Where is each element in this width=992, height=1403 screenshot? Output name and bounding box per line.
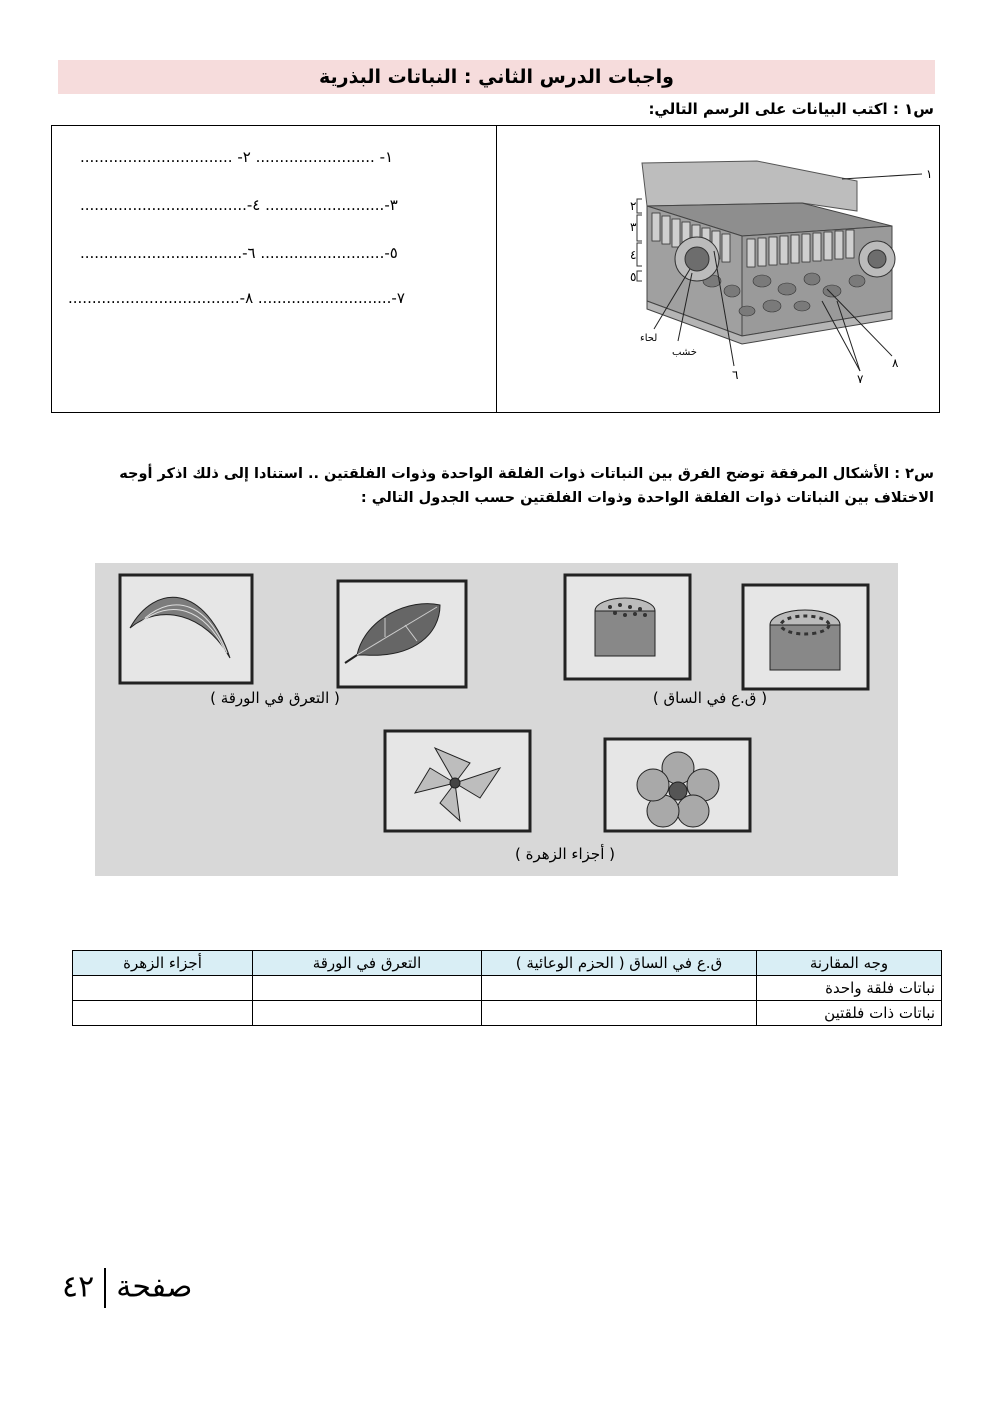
cell-dicot-flower[interactable] [73, 1001, 253, 1026]
question-2-line-1: س٢ : الأشكال المرفقة توضح الفرق بين النباتات ذوات الفلقة الواحدة وذوات الفلقتين .. استنادا إلى ذلك اذكر أوجه [119, 466, 934, 482]
cuticle-layer [642, 161, 857, 211]
header-stem-bundles: ق.ع في الساق ( الحزم الوعائية ) [482, 951, 757, 976]
caption-leaf-venation: ( التعرق في الورقة ) [210, 689, 340, 707]
box-divider [496, 126, 497, 412]
cell-monocot-stem[interactable] [482, 976, 757, 1001]
monocot-stem-body [595, 611, 655, 656]
row-label-monocot: نباتات فلقة واحدة [757, 976, 942, 1001]
label-2: ٢ [630, 199, 637, 213]
row-label-dicot: نباتات ذات فلقتين [757, 1001, 942, 1026]
cell-dicot-stem[interactable] [482, 1001, 757, 1026]
label-7: ٧ [857, 372, 864, 386]
table-row [73, 1001, 942, 1026]
header-flower-parts: أجزاء الزهرة [73, 951, 253, 976]
answer-line-1[interactable]: ١- ......................... ٢- ................................ [80, 148, 394, 166]
comparison-figure [95, 563, 898, 876]
comparison-table [72, 950, 942, 1026]
page-title: واجبات الدرس الثاني : النباتات البذرية [58, 60, 935, 94]
question-2-line-2: الاختلاف بين النباتات ذوات الفلقة الواحدة وذوات الفلقتين حسب الجدول التالي : [360, 490, 934, 506]
label-xylem: خشب [672, 347, 697, 358]
label-8: ٨ [892, 356, 899, 370]
footer-label: صفحة [116, 1269, 193, 1305]
dicot-stem-body [770, 625, 840, 670]
question-1-box [51, 125, 940, 413]
answer-line-3[interactable]: ٥-.......................... ٦-.................................. [80, 244, 398, 262]
page-footer [62, 1268, 192, 1308]
label-6: ٦ [732, 368, 739, 382]
answer-line-2[interactable]: ٣-......................... ٤-................................... [80, 196, 398, 214]
vascular-bundle-core [685, 247, 709, 271]
leaf-cross-section-diagram [502, 131, 937, 406]
vascular-bundle-right-core [868, 250, 886, 268]
header-leaf-venation: التعرق في الورقة [253, 951, 482, 976]
footer-separator [104, 1268, 106, 1308]
monocot-leaf-frame [120, 575, 252, 683]
question-2-text [74, 462, 934, 510]
question-1-heading: س١ : اكتب البيانات على الرسم التالي: [648, 100, 934, 118]
page-number: ٤٢ [62, 1269, 95, 1305]
cell-dicot-leaf[interactable] [253, 1001, 482, 1026]
label-1: ١ [926, 167, 933, 181]
label-phloem: لحاء [640, 333, 658, 344]
cell-monocot-leaf[interactable] [253, 976, 482, 1001]
label-5: ٥ [630, 270, 637, 284]
caption-flower-parts: ( أجزاء الزهرة ) [514, 845, 616, 863]
table-row [73, 976, 942, 1001]
label-4: ٤ [630, 248, 637, 262]
answer-line-4[interactable]: ٧-............................ ٨-.................................... [68, 289, 405, 307]
table-header-row [73, 951, 942, 976]
layer-brackets [637, 199, 642, 281]
comparison-figure-drawing [95, 563, 898, 876]
caption-stem-bundles: ( ق.ع في الساق ) [652, 689, 768, 707]
cell-monocot-flower[interactable] [73, 976, 253, 1001]
header-comparison-aspect: وجه المقارنة [757, 951, 942, 976]
label-3: ٣ [630, 220, 637, 234]
